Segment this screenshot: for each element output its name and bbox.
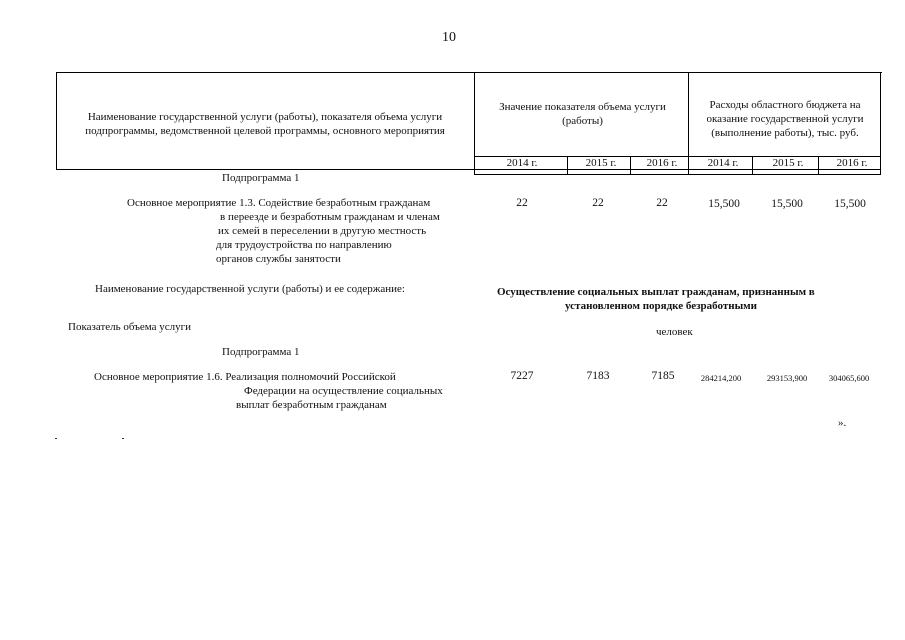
year-header: 2015 г.	[772, 157, 804, 169]
subprogram-label: Подпрограмма 1	[222, 346, 300, 358]
service-value-line: Осуществление социальных выплат гражданам, признанным в	[497, 286, 815, 298]
scan-speck	[122, 438, 124, 439]
service-value-line: установленном порядке безработными	[565, 300, 758, 312]
measure-line: в переезде и безработным гражданам и членам	[220, 211, 440, 223]
measure-line: Федерации на осуществление социальных	[244, 385, 443, 397]
header-top-border	[56, 72, 882, 73]
header-divider-1	[474, 72, 475, 175]
header-bottom-border	[56, 169, 881, 170]
closing-quote: ».	[838, 417, 847, 429]
measure-line: Основное мероприятие 1.6. Реализация полномочий Российской	[94, 371, 396, 383]
header-col-volume: Значение показателя объема услуги (работы)	[499, 101, 666, 127]
header-left-border	[56, 72, 57, 170]
year-divider-1	[567, 156, 568, 175]
indicator-label: Показатель объема услуги	[68, 321, 192, 333]
measure-line: для трудоустройства по направлению	[216, 239, 392, 251]
service-label: Наименование государственной услуги (работы) и ее содержание:	[95, 283, 405, 295]
expense-2015: 293153,900	[766, 373, 808, 383]
measure-line: их семей в переселении в другую местность	[218, 225, 427, 237]
year-divider-4	[818, 156, 819, 175]
scan-speck	[55, 438, 57, 439]
header-col-expenses: Расходы областного бюджета на оказание государственной услуги (выполнение работы), тыс. руб.	[706, 99, 864, 139]
year-header: 2016 г.	[836, 157, 868, 169]
measure-line: Основное мероприятие 1.3. Содействие безработным гражданам	[127, 197, 431, 209]
expense-2015: 15,500	[771, 198, 803, 210]
measure-line: органов службы занятости	[216, 253, 341, 265]
volume-2016: 22	[656, 197, 668, 209]
header-col-name: Наименование государственной услуги (работы), показателя объема услуги подпрограммы, ведомственной целевой программы, основного мероприятия	[85, 111, 445, 137]
year-header: 2014 г.	[506, 157, 538, 169]
expense-2014: 15,500	[708, 198, 740, 210]
years-row-bottom-border	[474, 174, 881, 175]
year-header: 2014 г.	[707, 157, 739, 169]
subprogram-label: Подпрограмма 1	[222, 172, 300, 184]
volume-2015: 22	[592, 197, 604, 209]
expense-2016: 304065,600	[828, 373, 870, 383]
volume-2015: 7183	[586, 370, 610, 382]
indicator-unit: человек	[656, 326, 693, 338]
page-number: 10	[442, 30, 456, 45]
year-header: 2015 г.	[585, 157, 617, 169]
expense-2014: 284214,200	[700, 373, 742, 383]
volume-2014: 7227	[510, 370, 534, 382]
expense-2016: 15,500	[834, 198, 866, 210]
measure-line: выплат безработным гражданам	[236, 399, 387, 411]
volume-2016: 7185	[651, 370, 675, 382]
year-header: 2016 г.	[646, 157, 678, 169]
volume-2014: 22	[516, 197, 528, 209]
